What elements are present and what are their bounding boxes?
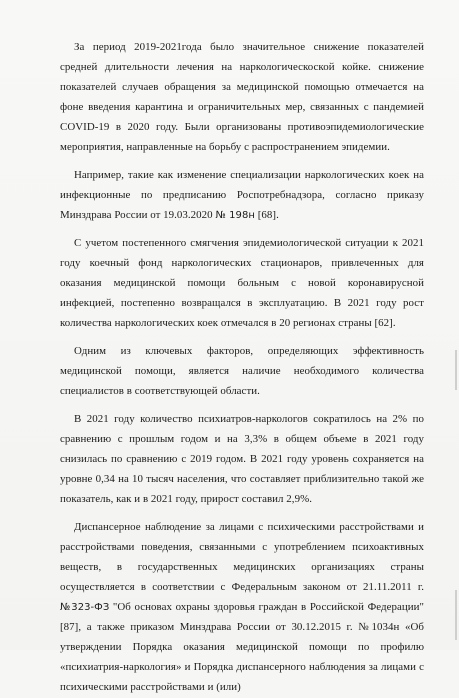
paragraph-dispensary-continuation: "Об основах охраны здоровья граждан в Российской Федерации" [87], а также приказом Минздрава России от 30.12.2015 г. №1034н «Об утверждении Порядка оказания медицинской помощи по профилю «психиатрия-наркология» и Порядка диспансерного наблюдения за лицами с психическими расстройствами и (или) <box>60 601 424 693</box>
paragraph-bed-specialization <box>60 166 424 226</box>
paragraph-narcologists-count: В 2021 году количество психиатров-наркологов сократилось на 2% по сравнению с прошлым годом и на 3,3% в общем объеме в 2021 году снизилась по сравнению с 2019 годом. В 2021 году уровень сохраняется на уровне 0,34 на 10 тысяч населения, что составляет приблизительно такой же показатель, как и в 2021 году, прирост составил 2,9%. <box>60 413 424 506</box>
document-body <box>60 38 424 698</box>
paragraph-bed-specialization-text: Например, такие как изменение специализации наркологических коек на инфекционные по предписанию Роспотребнадзора, согласно приказу Минздрава России от 19.03.2020 <box>60 168 424 221</box>
scan-edge-mark <box>455 590 457 640</box>
order-number: № 198н <box>215 209 255 221</box>
paragraph-dispensary-text: Диспансерное наблюдение за лицами с психическими расстройствами и расстройствами поведения, связанными с употреблением психоактивных веществ, в государственных медицинских организациях страны осуществляется в соответствии с Федеральным законом от 21.11.2011 г. <box>60 521 424 594</box>
scan-edge-mark <box>455 350 457 390</box>
paragraph-key-factors: Одним из ключевых факторов, определяющих эффективность медицинской помощи, является наличие необходимого количества специалистов в соответствующей области. <box>60 345 424 397</box>
federal-law-number: №323-ФЗ <box>60 602 110 614</box>
paragraph-dispensary-observation <box>60 518 424 697</box>
paragraph-bed-fund-recovery: С учетом постепенного смягчения эпидемиологической ситуации к 2021 году коечный фонд наркологических стационаров, привлеченных для оказания медицинской помощи больным с новой коронавирусной инфекцией, постепенно возвращался в эксплуатацию. В 2021 году рост количества наркологических коек отмечался в 20 регионах страны [62]. <box>60 237 424 329</box>
paragraph-bed-specialization-ref: [68]. <box>254 208 279 221</box>
paragraph-covid-period: За период 2019-2021года было значительное снижение показателей средней длительности лечения на наркологическоской койке. снижение показателей случаев обращения за медицинской помощью отмечается на фоне введения карантина и ограничительных мер, связанных с пандемией COVID-19 в 2020 году. Были организованы противоэпидемиологические мероприятия, направленные на борьбу с распространением эпидемии. <box>60 41 424 153</box>
